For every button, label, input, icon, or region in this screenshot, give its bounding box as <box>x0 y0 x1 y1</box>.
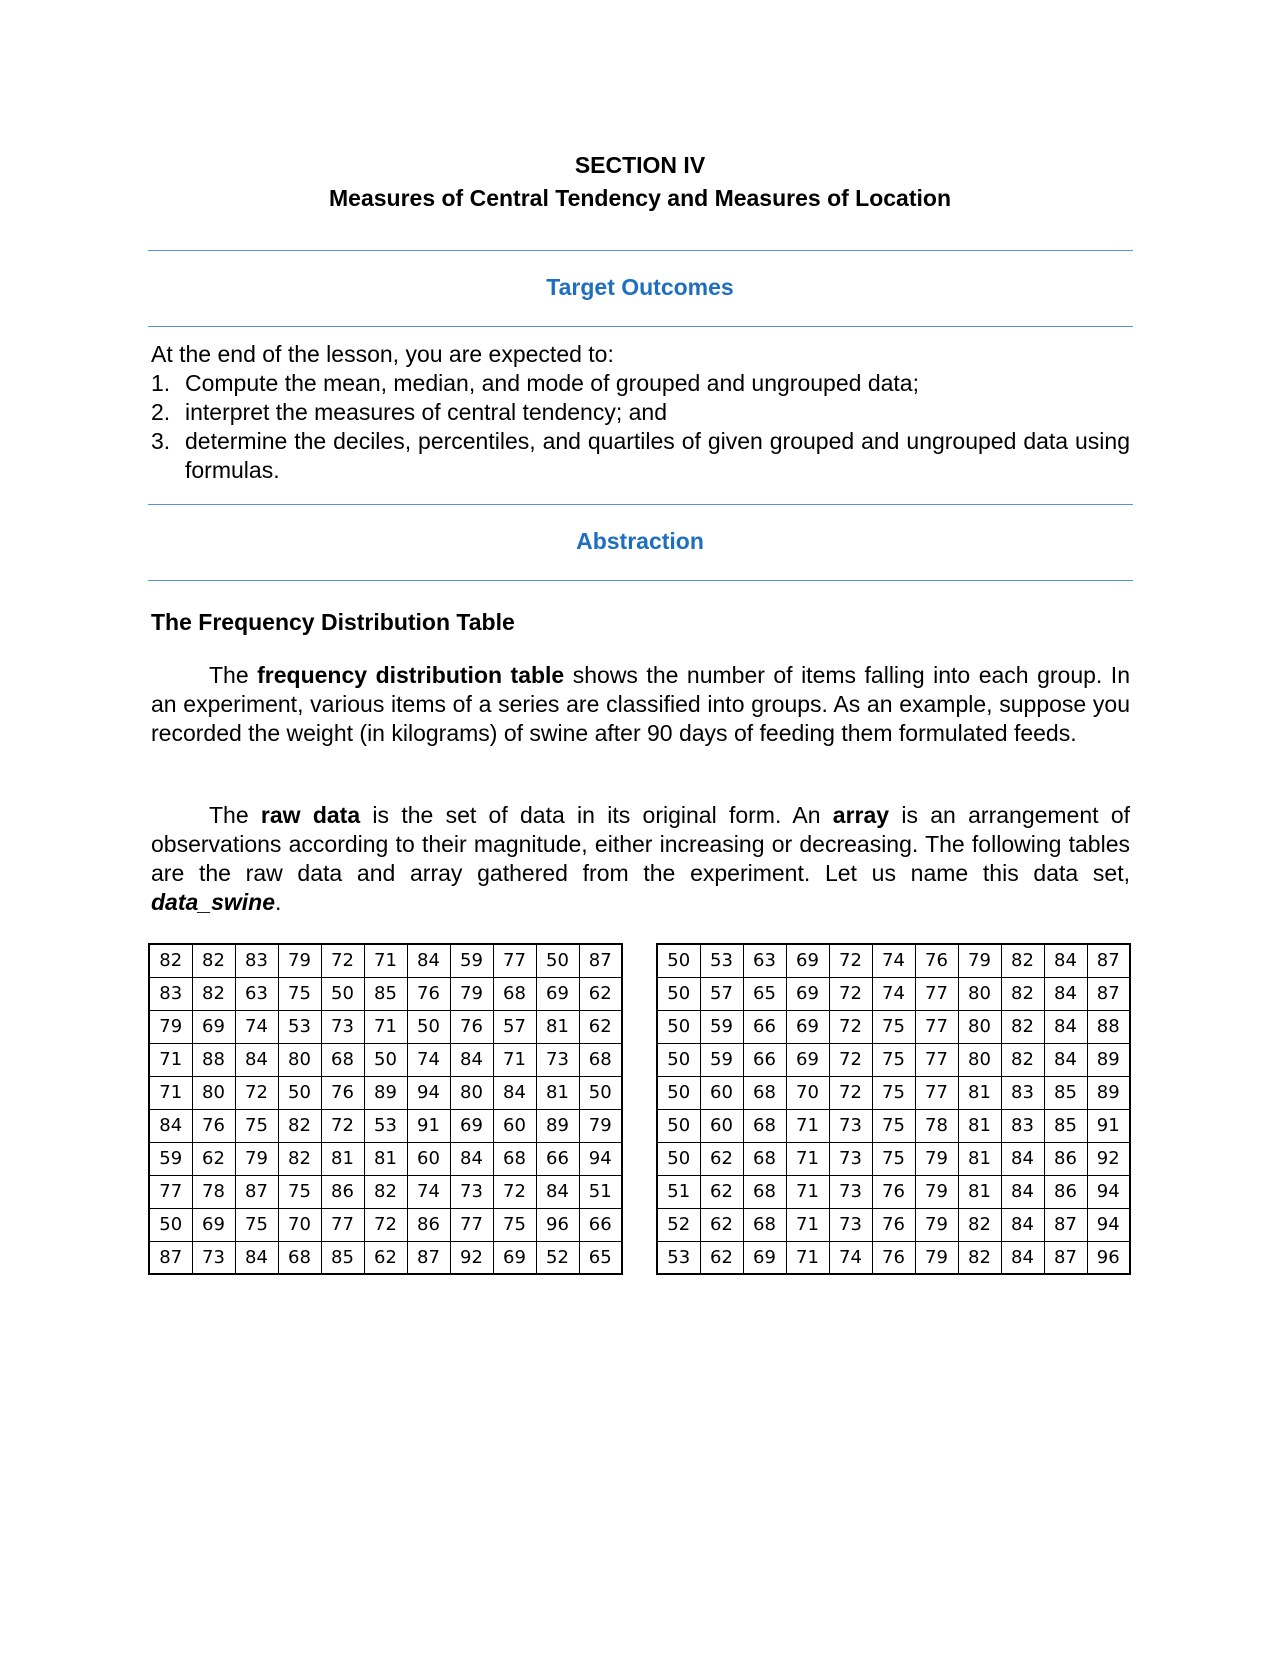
table-cell: 68 <box>743 1109 786 1142</box>
table-row <box>657 1175 1130 1208</box>
table-cell: 66 <box>743 1043 786 1076</box>
table-row <box>149 1109 622 1142</box>
table-cell: 81 <box>536 1010 579 1043</box>
table-cell: 80 <box>278 1043 321 1076</box>
table-cell: 79 <box>278 944 321 977</box>
table-cell: 74 <box>407 1043 450 1076</box>
table-cell: 69 <box>786 1043 829 1076</box>
paragraph-fdt <box>151 661 1130 748</box>
table-cell: 81 <box>536 1076 579 1109</box>
table-cell: 73 <box>536 1043 579 1076</box>
table-cell: 80 <box>958 977 1001 1010</box>
table-cell: 73 <box>829 1208 872 1241</box>
table-cell: 79 <box>149 1010 192 1043</box>
table-cell: 77 <box>493 944 536 977</box>
outcomes-list <box>151 369 1130 485</box>
table-cell: 71 <box>786 1142 829 1175</box>
array-data-table <box>656 943 1131 1275</box>
table-cell: 62 <box>700 1142 743 1175</box>
table-cell: 82 <box>958 1241 1001 1274</box>
table-cell: 86 <box>407 1208 450 1241</box>
table-cell: 85 <box>1044 1109 1087 1142</box>
table-cell: 87 <box>1044 1241 1087 1274</box>
text-run: The <box>209 802 261 828</box>
table-cell: 75 <box>235 1208 278 1241</box>
table-cell: 89 <box>1087 1076 1130 1109</box>
table-cell: 84 <box>1001 1142 1044 1175</box>
table-cell: 79 <box>958 944 1001 977</box>
table-cell: 82 <box>149 944 192 977</box>
table-cell: 84 <box>1001 1208 1044 1241</box>
list-item <box>151 427 1130 485</box>
table-cell: 86 <box>1044 1175 1087 1208</box>
table-cell: 66 <box>579 1208 622 1241</box>
table-cell: 84 <box>1001 1241 1044 1274</box>
bold-term: array <box>832 802 890 828</box>
table-cell: 84 <box>1044 1010 1087 1043</box>
table-cell: 62 <box>364 1241 407 1274</box>
table-cell: 51 <box>657 1175 700 1208</box>
table-cell: 75 <box>872 1076 915 1109</box>
text-run: . <box>275 889 282 915</box>
table-cell: 76 <box>192 1109 235 1142</box>
table-cell: 87 <box>407 1241 450 1274</box>
table-cell: 84 <box>536 1175 579 1208</box>
table-cell: 84 <box>235 1043 278 1076</box>
table-cell: 75 <box>872 1010 915 1043</box>
outcomes-block <box>151 340 1130 485</box>
table-cell: 75 <box>493 1208 536 1241</box>
table-cell: 94 <box>1087 1208 1130 1241</box>
table-cell: 94 <box>1087 1175 1130 1208</box>
table-cell: 68 <box>743 1175 786 1208</box>
list-number: 1. <box>151 370 171 396</box>
table-cell: 73 <box>829 1142 872 1175</box>
table-cell: 84 <box>1044 977 1087 1010</box>
table-cell: 60 <box>700 1076 743 1109</box>
table-cell: 77 <box>915 977 958 1010</box>
table-cell: 50 <box>321 977 364 1010</box>
table-cell: 92 <box>450 1241 493 1274</box>
table-row <box>657 1076 1130 1109</box>
table-cell: 76 <box>321 1076 364 1109</box>
table-cell: 53 <box>700 944 743 977</box>
table-cell: 69 <box>192 1010 235 1043</box>
fdt-heading: The Frequency Distribution Table <box>151 609 515 635</box>
table-cell: 79 <box>450 977 493 1010</box>
table-cell: 82 <box>278 1142 321 1175</box>
table-cell: 72 <box>829 1010 872 1043</box>
table-cell: 63 <box>743 944 786 977</box>
table-cell: 73 <box>829 1109 872 1142</box>
table-cell: 72 <box>321 1109 364 1142</box>
list-text: Compute the mean, median, and mode of grouped and ungrouped data; <box>185 370 919 396</box>
table-cell: 72 <box>829 977 872 1010</box>
table-cell: 74 <box>235 1010 278 1043</box>
table-cell: 73 <box>321 1010 364 1043</box>
table-cell: 84 <box>1044 944 1087 977</box>
table-row <box>657 977 1130 1010</box>
table-cell: 71 <box>786 1208 829 1241</box>
table-cell: 82 <box>192 944 235 977</box>
table-cell: 59 <box>700 1010 743 1043</box>
table-cell: 50 <box>536 944 579 977</box>
table-cell: 70 <box>278 1208 321 1241</box>
table-cell: 78 <box>915 1109 958 1142</box>
table-cell: 72 <box>493 1175 536 1208</box>
table-cell: 50 <box>579 1076 622 1109</box>
table-row <box>149 1208 622 1241</box>
table-cell: 87 <box>1087 977 1130 1010</box>
table-row <box>149 1043 622 1076</box>
table-cell: 86 <box>321 1175 364 1208</box>
table-cell: 81 <box>958 1076 1001 1109</box>
table-cell: 79 <box>235 1142 278 1175</box>
table-cell: 53 <box>657 1241 700 1274</box>
table-cell: 79 <box>579 1109 622 1142</box>
paragraph-raw-data <box>151 801 1130 917</box>
table-cell: 89 <box>1087 1043 1130 1076</box>
table-cell: 81 <box>958 1175 1001 1208</box>
target-outcomes-heading: Target Outcomes <box>546 274 734 300</box>
table-cell: 87 <box>579 944 622 977</box>
table-cell: 94 <box>407 1076 450 1109</box>
table-row <box>149 1076 622 1109</box>
table-cell: 80 <box>450 1076 493 1109</box>
table-cell: 72 <box>829 1043 872 1076</box>
table-cell: 84 <box>1044 1043 1087 1076</box>
table-row <box>657 1109 1130 1142</box>
table-cell: 79 <box>915 1142 958 1175</box>
table-cell: 70 <box>786 1076 829 1109</box>
table-cell: 75 <box>872 1043 915 1076</box>
table-cell: 79 <box>915 1241 958 1274</box>
table-cell: 96 <box>536 1208 579 1241</box>
table-cell: 71 <box>786 1175 829 1208</box>
table-cell: 91 <box>1087 1109 1130 1142</box>
table-cell: 68 <box>579 1043 622 1076</box>
table-row <box>149 1010 622 1043</box>
table-cell: 71 <box>786 1241 829 1274</box>
table-cell: 57 <box>493 1010 536 1043</box>
table-cell: 62 <box>700 1208 743 1241</box>
list-item <box>151 369 1130 398</box>
table-cell: 73 <box>829 1175 872 1208</box>
table-cell: 76 <box>915 944 958 977</box>
table-cell: 72 <box>829 944 872 977</box>
table-cell: 83 <box>235 944 278 977</box>
table-cell: 76 <box>872 1208 915 1241</box>
table-cell: 79 <box>915 1175 958 1208</box>
table-cell: 87 <box>235 1175 278 1208</box>
table-row <box>657 1208 1130 1241</box>
table-cell: 72 <box>321 944 364 977</box>
table-cell: 71 <box>149 1076 192 1109</box>
table-cell: 82 <box>958 1208 1001 1241</box>
list-text: interpret the measures of central tendency; and <box>185 399 668 425</box>
table-cell: 85 <box>321 1241 364 1274</box>
table-cell: 80 <box>958 1010 1001 1043</box>
table-cell: 71 <box>786 1109 829 1142</box>
table-cell: 88 <box>1087 1010 1130 1043</box>
table-cell: 57 <box>700 977 743 1010</box>
table-cell: 60 <box>407 1142 450 1175</box>
table-cell: 77 <box>915 1043 958 1076</box>
table-cell: 69 <box>450 1109 493 1142</box>
table-row <box>657 1241 1130 1274</box>
table-cell: 50 <box>657 944 700 977</box>
table-cell: 74 <box>407 1175 450 1208</box>
table-cell: 84 <box>450 1043 493 1076</box>
table-cell: 50 <box>278 1076 321 1109</box>
table-cell: 92 <box>1087 1142 1130 1175</box>
text-run: is the set of data in its original form. An <box>360 802 833 828</box>
table-cell: 87 <box>1044 1208 1087 1241</box>
table-cell: 91 <box>407 1109 450 1142</box>
list-number: 2. <box>151 399 171 425</box>
abstraction-heading: Abstraction <box>576 528 704 554</box>
table-cell: 52 <box>536 1241 579 1274</box>
table-cell: 69 <box>786 1010 829 1043</box>
table-cell: 68 <box>321 1043 364 1076</box>
table-cell: 75 <box>235 1109 278 1142</box>
table-cell: 75 <box>872 1142 915 1175</box>
table-cell: 82 <box>192 977 235 1010</box>
table-cell: 62 <box>579 977 622 1010</box>
table-cell: 71 <box>149 1043 192 1076</box>
table-cell: 77 <box>149 1175 192 1208</box>
table-cell: 81 <box>958 1142 1001 1175</box>
divider <box>148 504 1133 505</box>
table-cell: 50 <box>657 977 700 1010</box>
section-label: SECTION IV <box>574 152 706 178</box>
table-cell: 87 <box>1087 944 1130 977</box>
table-cell: 78 <box>192 1175 235 1208</box>
table-cell: 94 <box>579 1142 622 1175</box>
table-cell: 82 <box>278 1109 321 1142</box>
table-cell: 85 <box>364 977 407 1010</box>
table-cell: 75 <box>278 1175 321 1208</box>
table-cell: 71 <box>364 1010 407 1043</box>
table-cell: 96 <box>1087 1241 1130 1274</box>
table-cell: 82 <box>1001 977 1044 1010</box>
table-cell: 62 <box>579 1010 622 1043</box>
divider <box>148 250 1133 251</box>
table-cell: 77 <box>915 1076 958 1109</box>
table-cell: 69 <box>536 977 579 1010</box>
table-cell: 50 <box>657 1010 700 1043</box>
table-cell: 72 <box>829 1076 872 1109</box>
table-cell: 72 <box>235 1076 278 1109</box>
table-cell: 84 <box>450 1142 493 1175</box>
table-row <box>657 944 1130 977</box>
table-cell: 74 <box>829 1241 872 1274</box>
table-cell: 50 <box>657 1142 700 1175</box>
section-title: Measures of Central Tendency and Measures of Location <box>329 185 951 211</box>
table-cell: 84 <box>149 1109 192 1142</box>
table-cell: 65 <box>579 1241 622 1274</box>
table-cell: 84 <box>493 1076 536 1109</box>
table-cell: 74 <box>872 944 915 977</box>
table-cell: 80 <box>958 1043 1001 1076</box>
table-cell: 82 <box>364 1175 407 1208</box>
text-run: is an arrangement of observations according to their magnitude, either increasing or decreasing. The following tables are the raw data and array gathered from the experiment. Let us name this data set, <box>151 802 1130 886</box>
table-cell: 88 <box>192 1043 235 1076</box>
divider <box>148 580 1133 581</box>
table-cell: 71 <box>364 944 407 977</box>
table-cell: 69 <box>786 944 829 977</box>
table-cell: 73 <box>192 1241 235 1274</box>
dataset-name: data_swine <box>151 889 275 915</box>
table-cell: 51 <box>579 1175 622 1208</box>
table-cell: 89 <box>536 1109 579 1142</box>
table-cell: 75 <box>872 1109 915 1142</box>
table-cell: 82 <box>1001 944 1044 977</box>
table-cell: 84 <box>235 1241 278 1274</box>
table-cell: 82 <box>1001 1010 1044 1043</box>
table-row <box>149 944 622 977</box>
table-cell: 81 <box>958 1109 1001 1142</box>
table-cell: 50 <box>657 1076 700 1109</box>
table-cell: 68 <box>743 1076 786 1109</box>
table-cell: 76 <box>407 977 450 1010</box>
table-cell: 50 <box>657 1109 700 1142</box>
table-cell: 68 <box>278 1241 321 1274</box>
table-row <box>657 1142 1130 1175</box>
table-row <box>149 1241 622 1274</box>
divider <box>148 326 1133 327</box>
table-row <box>657 1043 1130 1076</box>
table-cell: 86 <box>1044 1142 1087 1175</box>
text-run: The <box>209 662 258 688</box>
table-row <box>149 1175 622 1208</box>
table-cell: 79 <box>915 1208 958 1241</box>
table-cell: 76 <box>872 1175 915 1208</box>
outcomes-intro: At the end of the lesson, you are expected to: <box>151 341 614 367</box>
table-cell: 72 <box>364 1208 407 1241</box>
table-cell: 69 <box>743 1241 786 1274</box>
table-cell: 50 <box>657 1043 700 1076</box>
table-cell: 80 <box>192 1076 235 1109</box>
table-cell: 81 <box>364 1142 407 1175</box>
table-cell: 68 <box>743 1142 786 1175</box>
table-cell: 65 <box>743 977 786 1010</box>
table-cell: 68 <box>493 977 536 1010</box>
raw-data-table <box>148 943 623 1275</box>
table-cell: 60 <box>700 1109 743 1142</box>
list-text: determine the deciles, percentiles, and quartiles of given grouped and ungrouped data using formulas. <box>185 428 1130 483</box>
table-cell: 68 <box>493 1142 536 1175</box>
table-row <box>149 977 622 1010</box>
table-cell: 69 <box>192 1208 235 1241</box>
table-cell: 89 <box>364 1076 407 1109</box>
table-cell: 77 <box>321 1208 364 1241</box>
table-cell: 69 <box>786 977 829 1010</box>
table-cell: 83 <box>1001 1076 1044 1109</box>
table-row <box>657 1010 1130 1043</box>
table-cell: 60 <box>493 1109 536 1142</box>
table-cell: 77 <box>915 1010 958 1043</box>
table-cell: 83 <box>149 977 192 1010</box>
table-cell: 62 <box>700 1175 743 1208</box>
table-cell: 71 <box>493 1043 536 1076</box>
table-cell: 59 <box>450 944 493 977</box>
table-cell: 68 <box>743 1208 786 1241</box>
table-cell: 53 <box>278 1010 321 1043</box>
table-cell: 82 <box>1001 1043 1044 1076</box>
table-cell: 76 <box>450 1010 493 1043</box>
table-cell: 74 <box>872 977 915 1010</box>
bold-term: frequency distribution table <box>257 662 565 688</box>
table-cell: 50 <box>407 1010 450 1043</box>
table-cell: 83 <box>1001 1109 1044 1142</box>
table-cell: 62 <box>700 1241 743 1274</box>
table-cell: 52 <box>657 1208 700 1241</box>
table-cell: 66 <box>536 1142 579 1175</box>
table-cell: 84 <box>407 944 450 977</box>
table-cell: 50 <box>364 1043 407 1076</box>
table-cell: 77 <box>450 1208 493 1241</box>
table-cell: 85 <box>1044 1076 1087 1109</box>
table-cell: 66 <box>743 1010 786 1043</box>
table-cell: 75 <box>278 977 321 1010</box>
table-cell: 63 <box>235 977 278 1010</box>
list-item <box>151 398 1130 427</box>
table-cell: 76 <box>872 1241 915 1274</box>
table-cell: 59 <box>149 1142 192 1175</box>
table-cell: 69 <box>493 1241 536 1274</box>
bold-term: raw data <box>260 802 361 828</box>
text-run: shows the number of items falling into each group. In an experiment, various items of a series are classified into groups. As an example, suppose you recorded the weight (in kilograms) of swine after 90 days of feeding them formulated feeds. <box>151 662 1130 746</box>
table-cell: 87 <box>149 1241 192 1274</box>
table-cell: 62 <box>192 1142 235 1175</box>
table-cell: 50 <box>149 1208 192 1241</box>
table-cell: 73 <box>450 1175 493 1208</box>
table-row <box>149 1142 622 1175</box>
table-cell: 59 <box>700 1043 743 1076</box>
table-cell: 81 <box>321 1142 364 1175</box>
table-cell: 84 <box>1001 1175 1044 1208</box>
table-cell: 53 <box>364 1109 407 1142</box>
list-number: 3. <box>151 428 171 454</box>
